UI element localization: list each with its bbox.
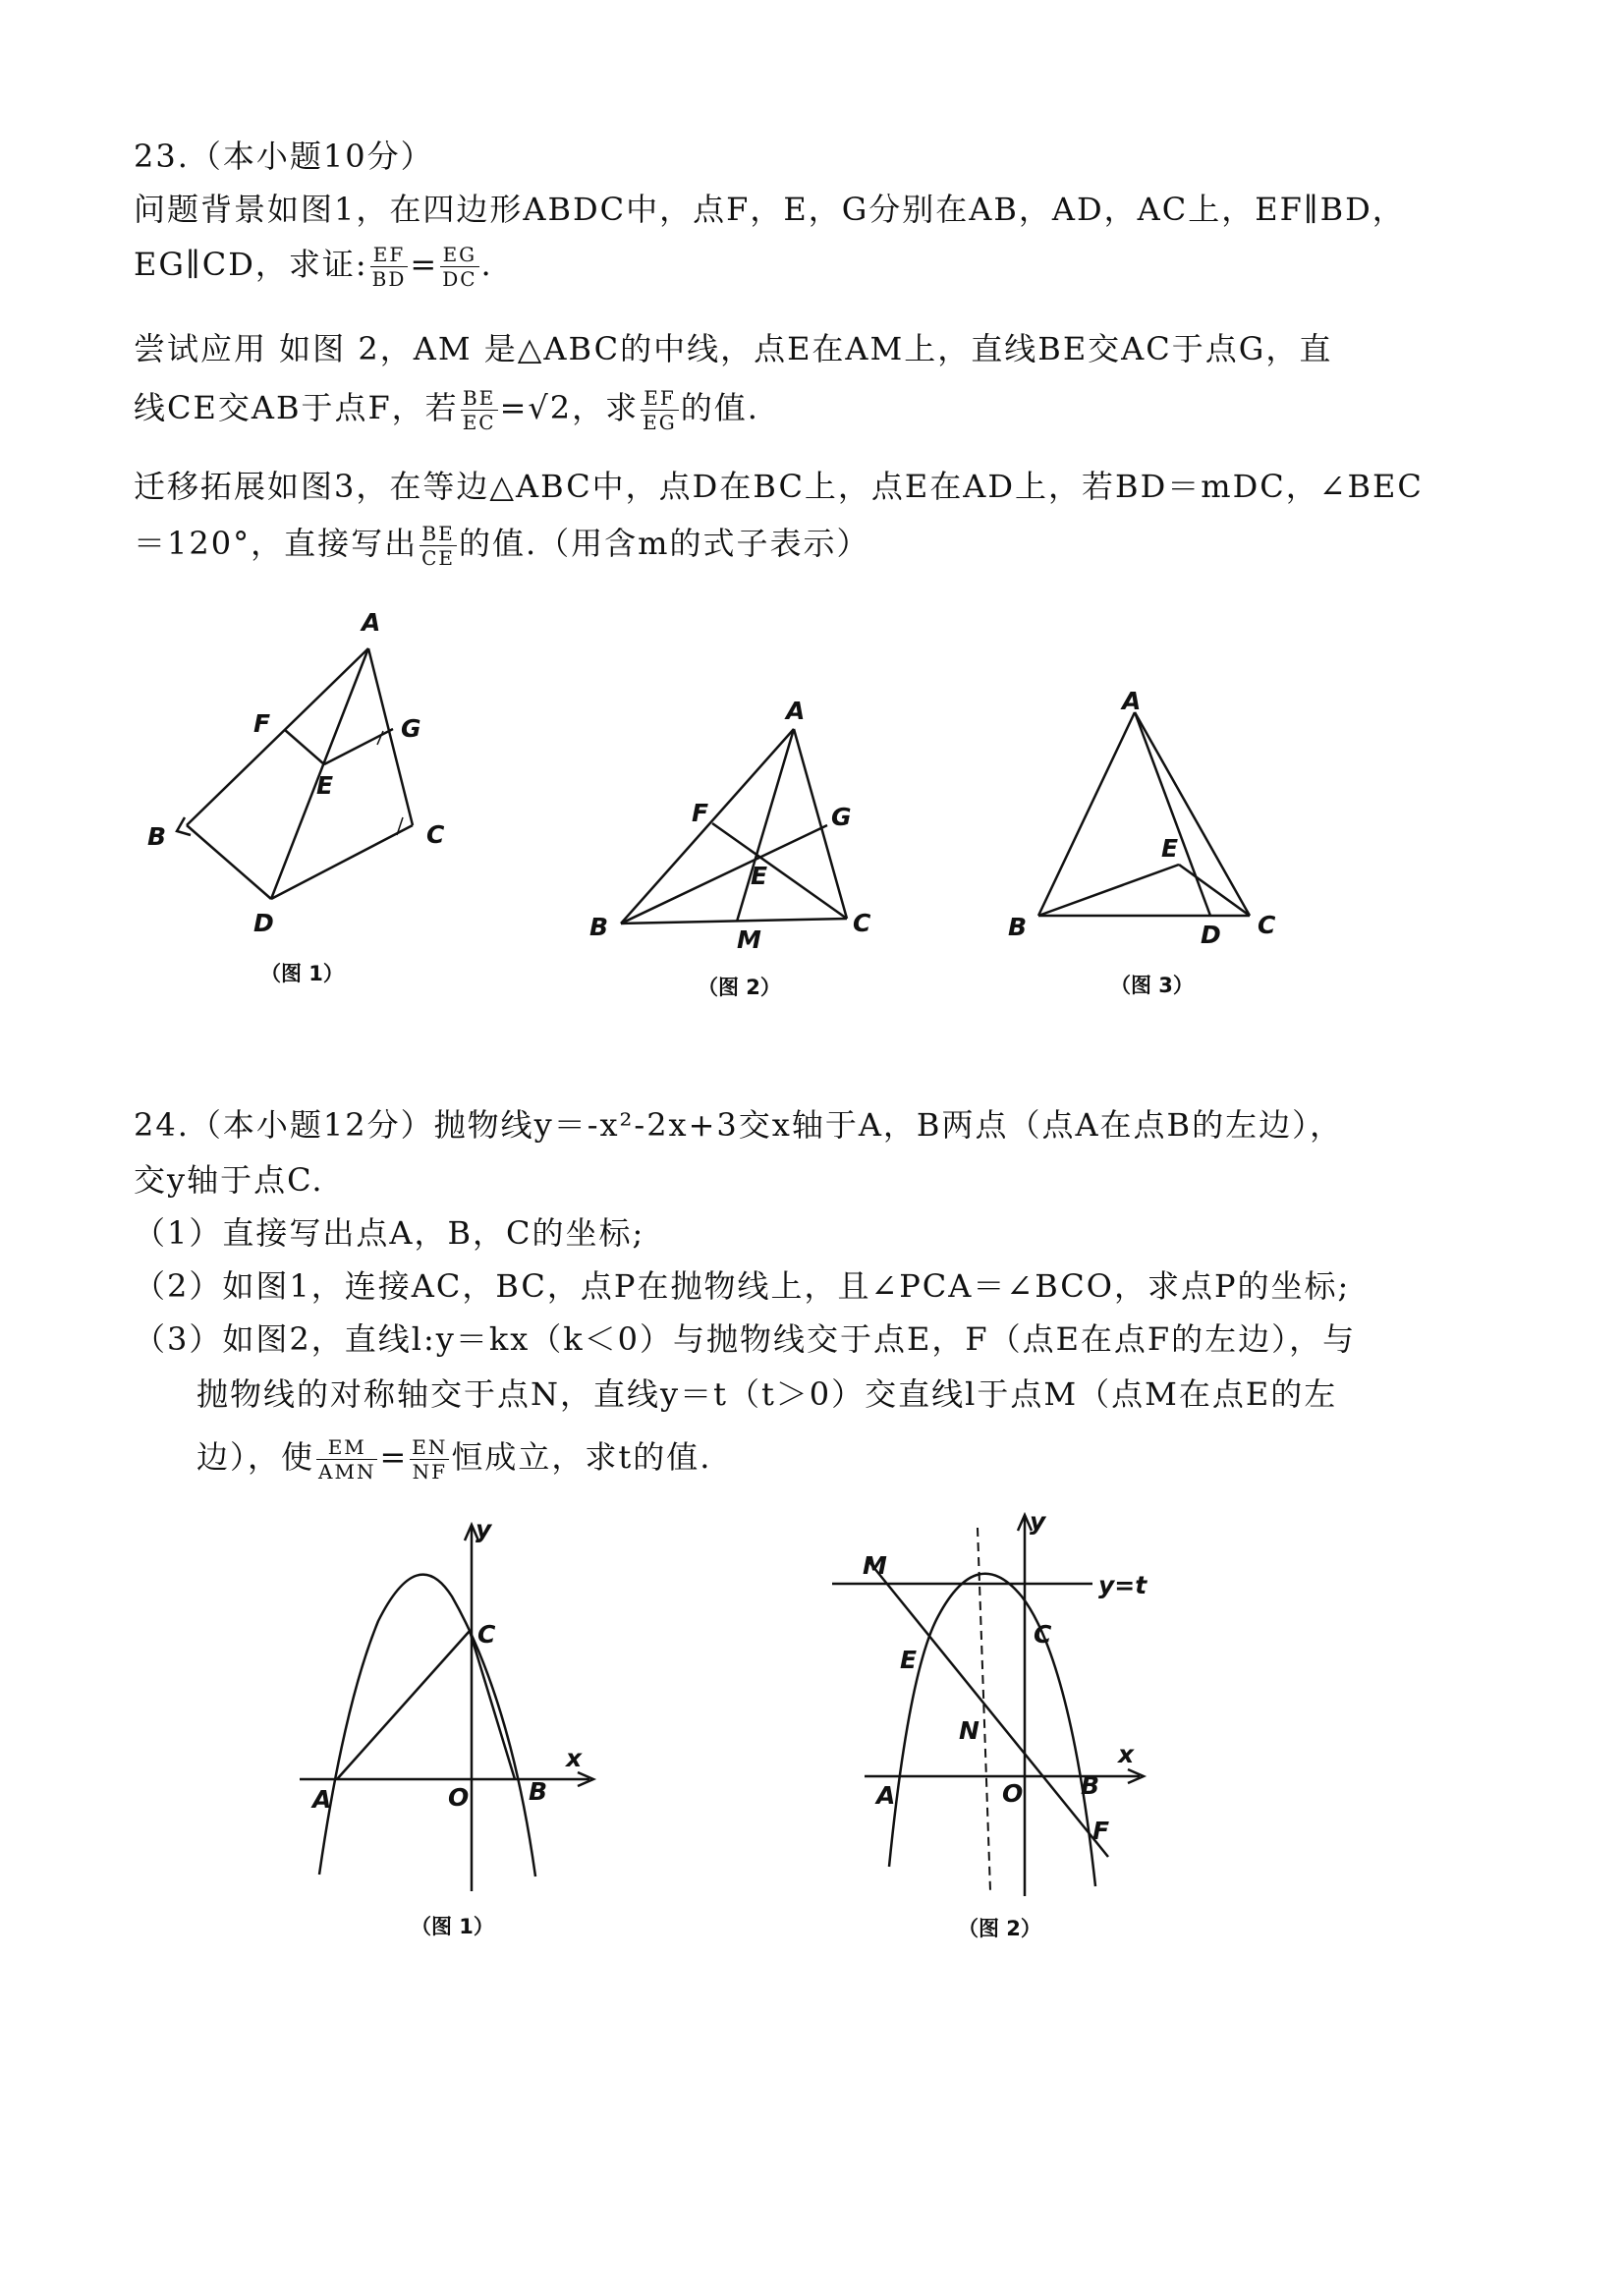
segment-ac (1135, 712, 1250, 916)
q23-line6 (134, 519, 870, 570)
q24-figure-2 (825, 1508, 1149, 1945)
q23-line6-end: 的值.（用含m的式子表示） (459, 525, 870, 562)
q23-line4-text: 线CE交AB于点F，若 (134, 389, 459, 426)
segment-ec (1179, 865, 1250, 916)
q24-item2: （2）如图1，连接AC，BC，点P在抛物线上，且∠PCA＝∠BCO，求点P的坐标; (134, 1267, 1351, 1305)
figure-caption: （图 3） (1110, 974, 1194, 997)
label-g: G (831, 803, 852, 831)
label-c: C (426, 820, 445, 849)
segment-ac (337, 1631, 470, 1779)
label-e: E (751, 862, 768, 890)
label-d: D (253, 909, 274, 937)
label-e: E (316, 771, 334, 800)
q24-item3c (196, 1432, 711, 1484)
segment-bd (187, 825, 271, 899)
label-b: B (529, 1777, 548, 1806)
q23-line3: 尝试应用 如图 2，AM 是△ABC的中线，点E在AM上，直线BE交AC于点G，直 (134, 330, 1333, 367)
q24-item3c-text: 边），使 (196, 1438, 315, 1476)
segment-ad (1135, 712, 1210, 916)
frac-num: BE (461, 386, 498, 411)
label-c: C (1258, 911, 1276, 939)
segment-am (737, 729, 794, 922)
label-x: x (566, 1744, 583, 1772)
q24-item3b: 抛物线的对称轴交于点N，直线y＝t（t＞0）交直线l于点M（点M在点E的左 (196, 1375, 1338, 1413)
fraction-en-nf (410, 1435, 449, 1484)
frac-den: EC (462, 411, 496, 434)
line-l (869, 1562, 1108, 1857)
frac-den: CE (421, 546, 455, 570)
label-a: A (786, 697, 806, 725)
parabola (889, 1574, 1095, 1886)
figure-caption: （图 1） (260, 962, 344, 985)
frac-num: EF (370, 243, 409, 267)
segment-bg (621, 825, 827, 924)
q23-header: 23.（本小题10分） (134, 138, 434, 175)
label-b: B (1081, 1771, 1100, 1800)
q24-item3a: （3）如图2，直线l:y＝kx（k＜0）与抛物线交于点E，F（点E在点F的左边），与 (134, 1320, 1357, 1358)
frac-den: NF (412, 1460, 447, 1484)
label-e: E (1161, 834, 1179, 863)
frac-den: AMN (318, 1460, 376, 1484)
label-x: x (1118, 1740, 1135, 1768)
segment-ab (187, 648, 368, 825)
q23-line4 (134, 383, 759, 434)
q23-figure-1 (138, 604, 472, 997)
q23-figure-2 (580, 688, 894, 1012)
equals-sign: = (410, 246, 439, 283)
q23-line2 (134, 240, 493, 291)
frac-num: EM (316, 1435, 377, 1460)
frac-num: BE (420, 522, 457, 546)
equals-sign: = (379, 1438, 409, 1476)
label-o: O (448, 1783, 470, 1812)
q24-item1: （1）直接写出点A，B，C的坐标; (134, 1214, 645, 1252)
fraction-be-ce (420, 522, 457, 570)
fraction-em-amn (316, 1435, 377, 1484)
label-o: O (1002, 1779, 1024, 1808)
fraction-ef-eg (641, 386, 679, 434)
label-y: y (1030, 1507, 1046, 1536)
label-n: N (959, 1716, 979, 1745)
segment-cb (470, 1631, 515, 1779)
segment-dc (271, 825, 413, 899)
frac-den: DC (442, 267, 477, 291)
label-m: M (737, 925, 761, 954)
q23-figure-3 (992, 678, 1287, 1002)
q23-line5: 迁移拓展如图3，在等边△ABC中，点D在BC上，点E在AD上，若BD＝mDC，∠BEC (134, 468, 1424, 505)
q23-line4-mid: =√2，求 (499, 389, 640, 426)
q23-line6-text: ＝120°，直接写出 (134, 525, 419, 562)
segment-fe (285, 730, 324, 764)
label-m: M (863, 1551, 887, 1580)
label-f: F (253, 709, 271, 738)
label-a: A (1122, 687, 1142, 715)
figure-caption: （图 1） (411, 1915, 494, 1938)
label-y-equals-t: y=t (1098, 1571, 1147, 1599)
fraction-be-ec (461, 386, 498, 434)
figure-caption: （图 2） (958, 1917, 1041, 1940)
fraction-ef-bd (370, 243, 409, 291)
frac-num: EF (641, 386, 679, 411)
period: . (480, 246, 493, 283)
frac-num: EG (440, 243, 478, 267)
q23-line1: 问题背景如图1，在四边形ABDC中，点F，E，G分别在AB，AD，AC上，EF∥BD， (134, 191, 1406, 228)
frac-den: BD (371, 267, 407, 291)
label-g: G (401, 714, 421, 743)
figure-caption: （图 2） (698, 976, 781, 999)
label-b: B (1008, 913, 1028, 941)
label-a: A (312, 1785, 332, 1814)
label-c: C (1034, 1620, 1052, 1649)
label-y: y (476, 1515, 492, 1543)
q23-line4-end: 的值. (680, 389, 759, 426)
q23-line2-text: EG∥CD，求证: (134, 246, 368, 283)
label-f: F (692, 799, 709, 827)
label-c: C (853, 909, 871, 937)
label-d: D (1201, 921, 1221, 949)
q24-figure-1 (285, 1513, 609, 1945)
parabola (319, 1575, 535, 1876)
label-a: A (876, 1781, 896, 1810)
frac-den: EG (643, 411, 677, 434)
segment-bc (621, 919, 847, 924)
q24-header: 24.（本小题12分）抛物线y＝-x²-2x+3交x轴于A，B两点（点A在点B的左边）， (134, 1106, 1344, 1144)
label-a: A (362, 608, 381, 637)
label-f: F (1092, 1817, 1110, 1845)
label-b: B (147, 822, 167, 851)
fraction-eg-dc (440, 243, 478, 291)
label-c: C (477, 1620, 496, 1649)
q24-item3c-end: 恒成立，求t的值. (451, 1438, 712, 1476)
label-b: B (589, 913, 609, 941)
frac-num: EN (412, 1435, 448, 1459)
label-e: E (900, 1646, 918, 1674)
q24-line2: 交y轴于点C. (134, 1161, 324, 1199)
